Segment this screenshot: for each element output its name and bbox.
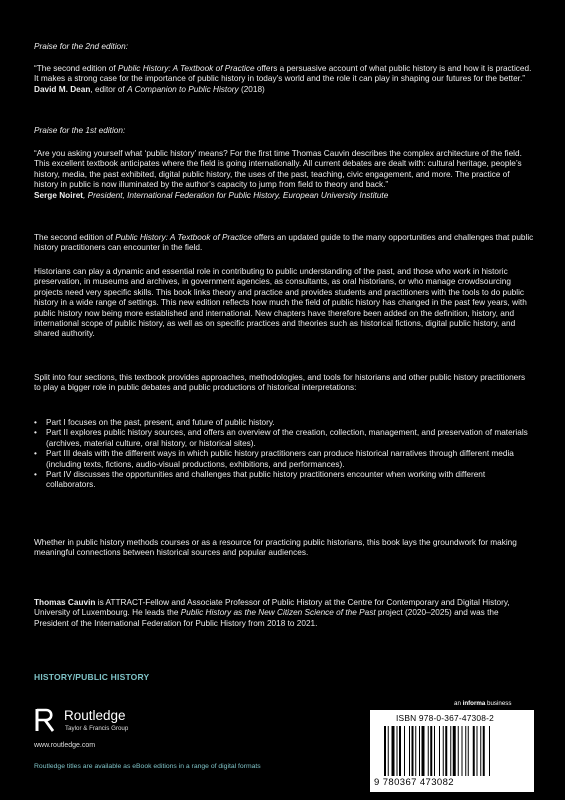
praise-2nd-heading: Praise for the 2nd edition:	[34, 42, 129, 51]
routledge-r-icon	[34, 706, 58, 734]
publisher-url[interactable]: www.routledge.com	[34, 742, 96, 749]
praise-2nd-quote: “The second edition of Public History: A Textbook of Practice offers a persuasive account of what public history is and how it is practiced. It makes a strong case for the importance of public history in today’s world and the role it can play in shaping our futures for the better.” David M. Dean, editor of A Companion to Public History (2018)	[34, 64, 534, 95]
praise-1st-heading: Praise for the 1st edition:	[34, 126, 126, 135]
description-sections-intro: Split into four sections, this textbook provides approaches, methodologies, and tools for historians and other public history practitioners to play a bigger role in public debates and public productions of historical interpretations:	[34, 373, 526, 393]
praise-1st-author: Serge Noiret, President, International Federation for Public History, European University Institute	[34, 190, 389, 200]
publisher-group: Taylor & Francis Group	[65, 725, 129, 732]
description-intro: The second edition of Public History: A Textbook of Practice offers an updated guide to the many opportunities and challenges that public history practitioners can encounter in the field.	[34, 233, 534, 253]
list-item: • Part II explores public history sources, and offers an overview of the creation, collection, management, and preservation of materials (archives, material culture, oral history, or historical sites).	[34, 428, 534, 449]
barcode-digits: 9 780367 473082	[374, 777, 454, 788]
subject-category: HISTORY/PUBLIC HISTORY	[34, 672, 150, 682]
list-item: • Part I focuses on the past, present, and future of public history.	[34, 418, 534, 428]
description-closing: Whether in public history methods courses or as a resource for practicing public historians, this book lays the groundwork for making meaningful connections between historical sources and popular audiences.	[34, 538, 517, 558]
ebook-note: Routledge titles are available as eBook editions in a range of digital formats	[34, 763, 261, 770]
parts-list	[34, 418, 534, 491]
informa-business: an informa business	[454, 700, 512, 707]
description-body: Historians can play a dynamic and essential role in contributing to public understanding of the past, and those who work in historic preservation, in museums and archives, in government agencies, as consultants, as oral historians, or who manage crowdsourcing projects need very specific skills. This book links theory and practice and provides students and practitioners with the tools to do public history in a wide range of settings. This new edition reflects how much the field of public history has changed in the past few years, with public history now being more established and international. New chapters have therefore been added on the definition, history, and international scope of public history, as well as on specific practices and theories such as historical fictions, digital public history, and shared authority.	[34, 267, 527, 339]
praise-1st-quote: “Are you asking yourself what ‘public history’ means? For the first time Thomas Cauvin describes the complex architecture of the field. This excellent textbook anticipates where the field is going internationally. All current debates are dealt with: cultural heritage, people’s history, media, the past exhibited, digital public history, the uses of the past, teaching, civic engagement, and more. The practice of history in public is now illuminated by the author’s capacity to jump from field to theory and back.” Serge Noiret, President, International Federation for Public History, European University Institute	[34, 149, 534, 201]
isbn-barcode	[370, 710, 534, 792]
list-item: • Part IV discusses the opportunities and challenges that public history practitioners encounter when working with different collaborators.	[34, 470, 534, 491]
list-item: • Part III deals with the different ways in which public history practitioners can produce historical narratives through different media (including texts, fictions, audio-visual productions, exhibitions, and performances).	[34, 449, 534, 470]
routledge-logo	[34, 706, 194, 736]
isbn-number: ISBN 978-0-367-47308-2	[396, 713, 494, 723]
praise-2nd-author: David M. Dean, editor of A Companion to Public History (2018)	[34, 84, 265, 94]
publisher-name: Routledge	[64, 708, 126, 723]
author-bio: Thomas Cauvin is ATTRACT-Fellow and Associate Professor of Public History at the Centre for Contemporary and Digital History, University of Luxembourg. He leads the Public History as the New Citizen Science of the Past project (2020–2025) and was the President of the International Federation for Public History from 2018 to 2021.	[34, 598, 510, 628]
